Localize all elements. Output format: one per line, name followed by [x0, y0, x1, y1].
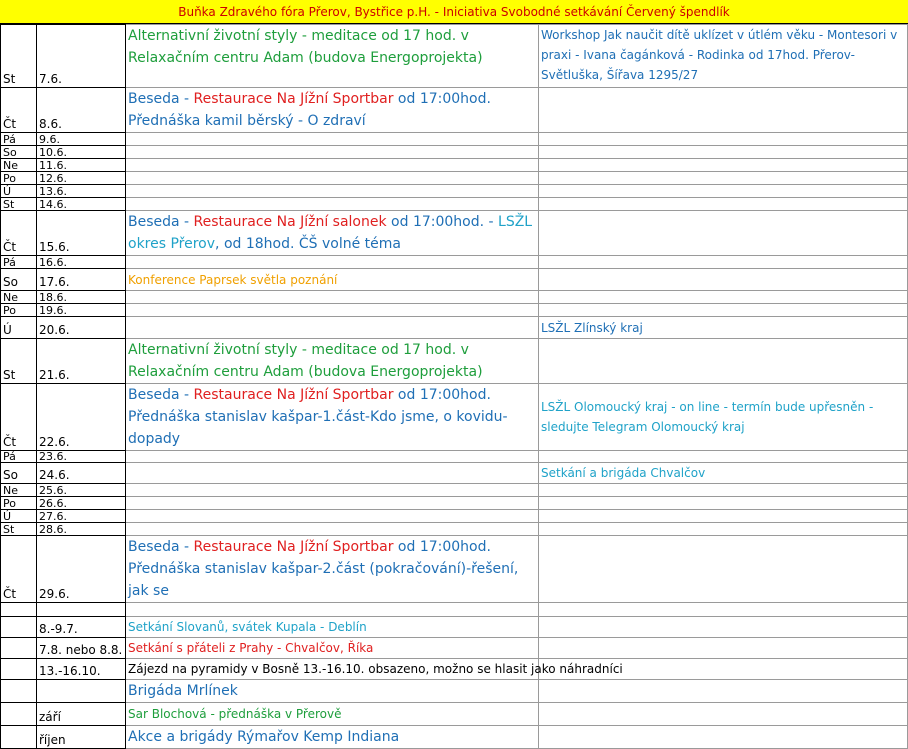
table-row [1, 617, 908, 638]
note-cell[interactable] [539, 603, 908, 617]
event-cell[interactable] [126, 703, 539, 726]
note-cell[interactable] [539, 269, 908, 291]
table-row [1, 726, 908, 749]
event-cell[interactable] [126, 726, 539, 749]
event-cell[interactable] [126, 523, 539, 536]
note-cell[interactable] [539, 617, 908, 638]
event-text: od 17:00hod. Přednáška kamil běrský - O zdraví [128, 91, 491, 129]
sheet-title: Buňka Zdravého fóra Přerov, Bystřice p.H. - Iniciativa Svobodné setkávání Červený špendlík [0, 0, 908, 24]
table-row [1, 172, 908, 185]
day-cell[interactable] [1, 638, 37, 659]
event-cell[interactable] [126, 317, 539, 339]
event-cell[interactable] [126, 638, 539, 659]
event-text: od 17:00hod. - [386, 214, 499, 230]
schedule-table [0, 24, 908, 749]
day-cell[interactable]: Ne [1, 291, 37, 304]
date-cell[interactable]: 28.6. [37, 523, 126, 536]
day-cell[interactable]: So [1, 463, 37, 484]
event-cell[interactable] [126, 536, 539, 603]
day-cell[interactable]: Po [1, 172, 37, 185]
table-row [1, 703, 908, 726]
date-cell[interactable]: 19.6. [37, 304, 126, 317]
day-cell[interactable]: Pá [1, 451, 37, 463]
event-cell[interactable] [126, 384, 539, 451]
day-cell[interactable]: Čt [1, 88, 37, 133]
table-row [1, 523, 908, 536]
table-row [1, 211, 908, 256]
note-cell[interactable] [539, 726, 908, 749]
event-cell[interactable] [126, 484, 539, 497]
note-cell[interactable] [539, 317, 908, 339]
date-cell[interactable]: 22.6. [37, 384, 126, 451]
day-cell[interactable]: St [1, 339, 37, 384]
day-cell[interactable] [1, 659, 37, 680]
date-cell[interactable]: 26.6. [37, 497, 126, 510]
day-cell[interactable]: Pá [1, 256, 37, 269]
event-cell[interactable] [126, 159, 539, 172]
event-cell[interactable] [126, 211, 539, 256]
day-cell[interactable] [1, 726, 37, 749]
event-text: Restaurace Na Jížní Sportbar [193, 91, 394, 107]
day-cell[interactable] [1, 603, 37, 617]
event-text: Beseda - [128, 214, 194, 230]
note-cell[interactable] [539, 703, 908, 726]
note-cell[interactable] [539, 638, 908, 659]
note-cell[interactable] [539, 339, 908, 384]
table-row [1, 484, 908, 497]
day-cell[interactable] [1, 617, 37, 638]
table-row [1, 159, 908, 172]
date-cell[interactable]: 16.6. [37, 256, 126, 269]
note-cell[interactable] [539, 211, 908, 256]
note-cell[interactable] [539, 133, 908, 146]
event-text: LSŽL okres Přerov [128, 214, 533, 252]
date-cell[interactable]: 25.6. [37, 484, 126, 497]
note-text: LSŽL Olomoucký kraj - on line - termín bude upřesněn - sledujte Telegram Olomoucký kraj [541, 400, 874, 434]
date-cell[interactable] [37, 680, 126, 703]
note-cell[interactable] [539, 198, 908, 211]
note-cell[interactable] [539, 185, 908, 198]
table-row [1, 603, 908, 617]
date-cell[interactable]: 24.6. [37, 463, 126, 484]
table-row [1, 25, 908, 88]
table-row [1, 256, 908, 269]
day-cell[interactable]: Ú [1, 317, 37, 339]
event-text: Alternativní životní styly - meditace od 17 hod. v Relaxačním centru Adam (budova Energoprojekta) [128, 28, 483, 66]
note-text: Setkání a brigáda Chvalčov [541, 466, 706, 480]
date-cell[interactable]: 20.6. [37, 317, 126, 339]
event-text: Setkání Slovanů, svátek Kupala - Deblín [128, 620, 367, 634]
note-cell[interactable] [539, 451, 908, 463]
event-text: Alternativní životní styly - meditace od 17 hod. v Relaxačním centru Adam (budova Energoprojekta) [128, 342, 483, 380]
table-row [1, 133, 908, 146]
day-cell[interactable]: Čt [1, 536, 37, 603]
note-cell[interactable] [539, 291, 908, 304]
date-cell[interactable] [37, 603, 126, 617]
note-cell[interactable] [539, 25, 908, 88]
table-row [1, 317, 908, 339]
event-cell[interactable] [126, 133, 539, 146]
note-cell[interactable] [539, 256, 908, 269]
date-cell[interactable]: 9.6. [37, 133, 126, 146]
event-cell[interactable] [126, 269, 539, 291]
table-row [1, 198, 908, 211]
event-text: od 17:00hod. Přednáška stanislav kašpar-2.část (pokračování)-řešení, jak se [128, 539, 519, 599]
date-cell[interactable]: 17.6. [37, 269, 126, 291]
event-text: Akce a brigády Rýmařov Kemp Indiana [128, 729, 400, 745]
table-row [1, 451, 908, 463]
event-text: Konference Paprsek světla poznání [128, 272, 338, 287]
table-row [1, 638, 908, 659]
date-cell[interactable]: 13.6. [37, 185, 126, 198]
table-row [1, 146, 908, 159]
table-row [1, 185, 908, 198]
event-cell[interactable] [126, 198, 539, 211]
table-row [1, 339, 908, 384]
note-cell[interactable] [539, 88, 908, 133]
event-cell[interactable] [126, 88, 539, 133]
event-cell[interactable] [126, 185, 539, 198]
event-text: Brigáda Mrlínek [128, 683, 238, 699]
event-cell[interactable] [126, 304, 539, 317]
day-cell[interactable]: Čt [1, 384, 37, 451]
event-text: Setkání s přáteli z Prahy - Chvalčov, Říka [128, 641, 374, 655]
table-row [1, 304, 908, 317]
event-cell[interactable] [126, 25, 539, 88]
date-cell[interactable]: 23.6. [37, 451, 126, 463]
note-cell[interactable] [539, 463, 908, 484]
table-row [1, 510, 908, 523]
date-cell[interactable]: 21.6. [37, 339, 126, 384]
table-row [1, 88, 908, 133]
day-cell[interactable]: Ne [1, 159, 37, 172]
day-cell[interactable]: St [1, 523, 37, 536]
note-cell[interactable] [539, 304, 908, 317]
table-row [1, 497, 908, 510]
note-cell[interactable] [539, 159, 908, 172]
date-cell[interactable]: 12.6. [37, 172, 126, 185]
day-cell[interactable] [1, 703, 37, 726]
date-cell[interactable]: 7.8. nebo 8.8. [37, 638, 126, 659]
day-cell[interactable]: St [1, 25, 37, 88]
day-cell[interactable]: St [1, 198, 37, 211]
event-cell[interactable] [126, 339, 539, 384]
date-cell[interactable]: 29.6. [37, 536, 126, 603]
event-cell[interactable] [126, 510, 539, 523]
event-text: Restaurace Na Jížní Sportbar [193, 387, 394, 403]
event-text: od 17:00hod. Přednáška stanislav kašpar-1.část-Kdo jsme, o kovidu-dopady [128, 387, 508, 447]
date-cell[interactable]: 8.-9.7. [37, 617, 126, 638]
event-cell[interactable] [126, 463, 539, 484]
date-cell[interactable]: 7.6. [37, 25, 126, 88]
day-cell[interactable]: So [1, 269, 37, 291]
note-cell[interactable] [539, 497, 908, 510]
note-cell[interactable] [539, 680, 908, 703]
date-cell[interactable]: 18.6. [37, 291, 126, 304]
date-cell[interactable]: 8.6. [37, 88, 126, 133]
note-cell[interactable] [539, 510, 908, 523]
event-text: , od 18hod. ČŠ volné téma [215, 236, 401, 252]
event-text: Restaurace Na Jížní Sportbar [193, 539, 394, 555]
day-cell[interactable]: Ne [1, 484, 37, 497]
table-row [1, 269, 908, 291]
table-row [1, 536, 908, 603]
event-cell[interactable] [126, 680, 539, 703]
day-cell[interactable]: Po [1, 497, 37, 510]
event-cell[interactable] [126, 617, 539, 638]
event-cell[interactable] [126, 451, 539, 463]
date-cell[interactable]: 10.6. [37, 146, 126, 159]
event-text: Restaurace Na Jížní salonek [193, 214, 387, 230]
date-cell[interactable]: září [37, 703, 126, 726]
event-text: Beseda - [128, 387, 194, 403]
table-row [1, 384, 908, 451]
event-cell[interactable] [126, 256, 539, 269]
note-cell[interactable] [539, 146, 908, 159]
note-cell[interactable] [539, 172, 908, 185]
date-cell[interactable]: 15.6. [37, 211, 126, 256]
day-cell[interactable]: Ú [1, 510, 37, 523]
event-cell[interactable] [126, 497, 539, 510]
date-cell[interactable]: 14.6. [37, 198, 126, 211]
day-cell[interactable]: Ú [1, 185, 37, 198]
table-row [1, 659, 908, 680]
day-cell[interactable]: Čt [1, 211, 37, 256]
date-cell[interactable]: říjen [37, 726, 126, 749]
event-text: Sar Blochová - přednáška v Přerově [128, 707, 342, 721]
note-text: Workshop Jak naučit dítě uklízet v útlém věku - Montesori v praxi - Ivana čagánková - Rodinka od 17hod. Přerov-Světluška, Šířava 1295/27 [541, 28, 898, 82]
event-cell[interactable] [126, 659, 623, 680]
date-cell[interactable]: 13.-16.10. [37, 659, 126, 680]
event-cell[interactable] [126, 603, 539, 617]
day-cell[interactable]: Po [1, 304, 37, 317]
note-cell[interactable] [539, 536, 908, 603]
event-text: Beseda - [128, 91, 194, 107]
note-cell[interactable] [539, 523, 908, 536]
day-cell[interactable]: So [1, 146, 37, 159]
table-row [1, 291, 908, 304]
table-row [1, 463, 908, 484]
note-cell[interactable] [539, 384, 908, 451]
table-row [1, 680, 908, 703]
event-cell[interactable] [126, 146, 539, 159]
note-cell[interactable] [539, 484, 908, 497]
date-cell[interactable]: 11.6. [37, 159, 126, 172]
event-cell[interactable] [126, 291, 539, 304]
date-cell[interactable]: 27.6. [37, 510, 126, 523]
note-text: LSŽL Zlínský kraj [541, 320, 643, 335]
event-cell[interactable] [126, 172, 539, 185]
day-cell[interactable] [1, 680, 37, 703]
event-text: Zájezd na pyramidy v Bosně 13.-16.10. obsazeno, možno se hlasit jako náhradníci [128, 662, 623, 676]
event-text: Beseda - [128, 539, 194, 555]
day-cell[interactable]: Pá [1, 133, 37, 146]
